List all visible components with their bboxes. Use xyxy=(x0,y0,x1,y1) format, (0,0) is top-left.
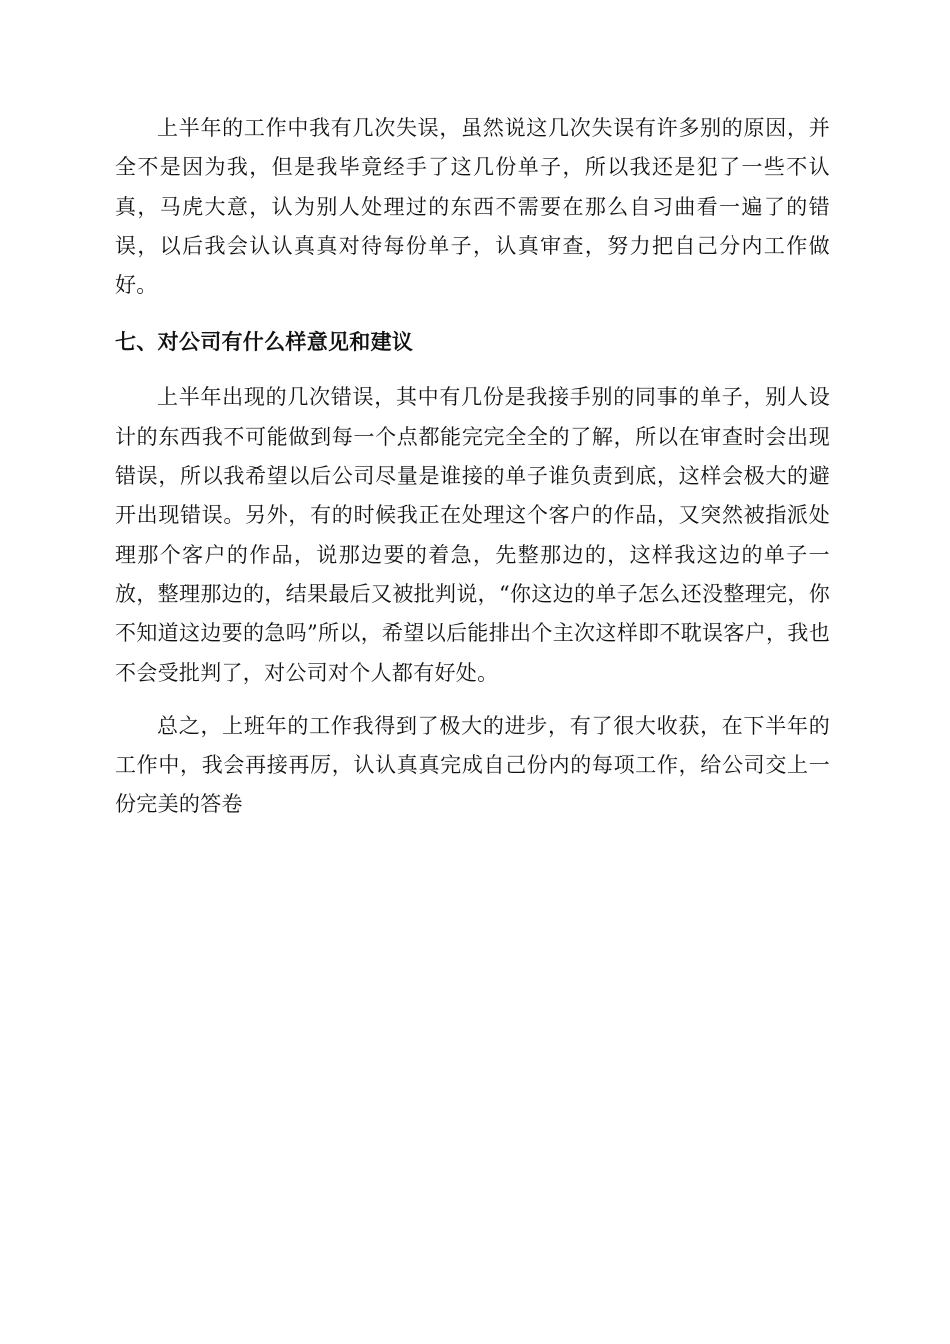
paragraph: 上半年出现的几次错误，其中有几份是我接手别的同事的单子，别人设计的东西我不可能做到每一个点都能完完全全的了解，所以在审查时会出现错误，所以我希望以后公司尽量是谁接的单子谁负责到底，这样会极大的避开出现错误。另外，有的时候我正在处理这个客户的作品，又突然被指派处理那个客户的作品，说那边要的着急，先整那边的，这样我这边的单子一放，整理那边的，结果最后又被批判说，“你这边的单子怎么还没整理完，你不知道这边要的急吗”所以，希望以后能排出个主次这样即不耽误客户，我也不会受批判了，对公司对个人都有好处。 xyxy=(115,385,830,685)
section-heading: 七、对公司有什么样意见和建议 xyxy=(115,330,414,355)
document-page xyxy=(115,109,830,825)
paragraph: 总之，上班年的工作我得到了极大的进步，有了很大收获，在下半年的工作中，我会再接再厉，认认真真完成自己份内的每项工作，给公司交上一份完美的答卷 xyxy=(115,713,830,817)
paragraph: 上半年的工作中我有几次失误，虽然说这几次失误有许多别的原因，并全不是因为我，但是我毕竟经手了这几份单子，所以我还是犯了一些不认真，马虎大意，认为别人处理过的东西不需要在那么自习曲看一遍了的错误，以后我会认认真真对待每份单子，认真审查，努力把自己分内工作做好。 xyxy=(115,116,830,298)
